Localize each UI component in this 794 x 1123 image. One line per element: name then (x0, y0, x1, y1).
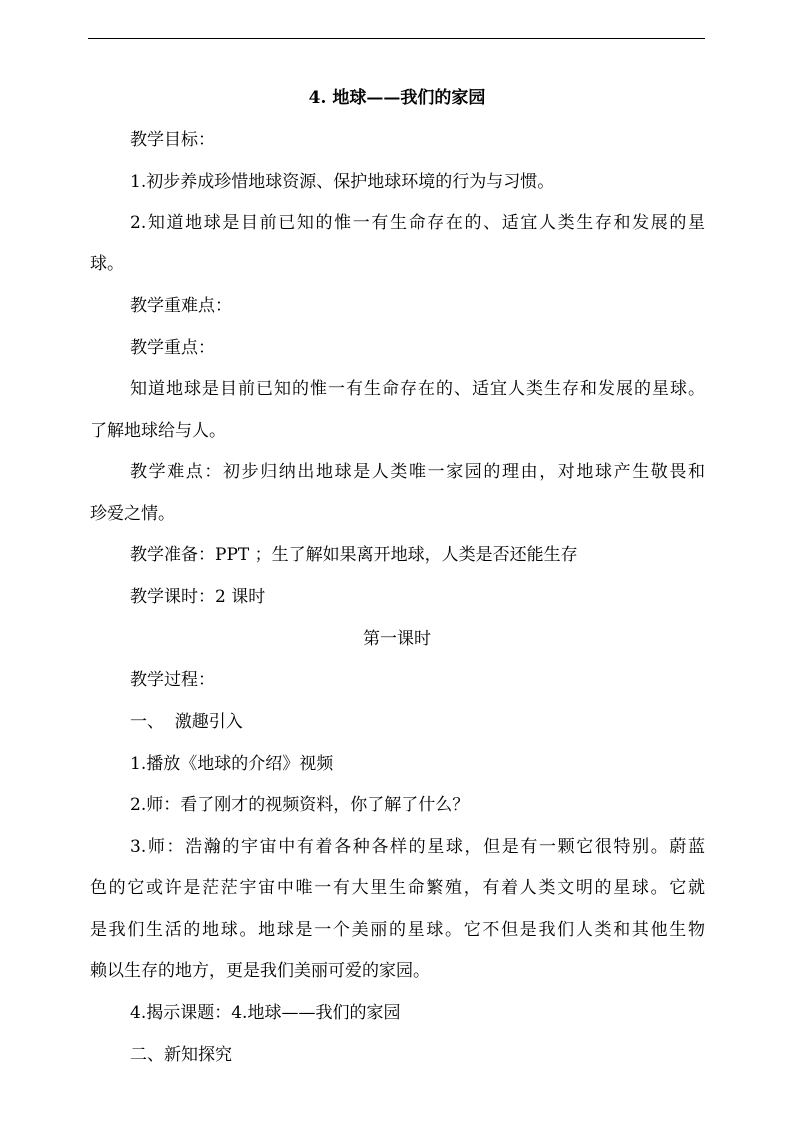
step-4: 4.揭示课题：4.地球——我们的家园 (130, 1003, 401, 1023)
objective-2-continued: 球。 (90, 254, 124, 274)
lesson-one-heading: 第一课时 (363, 629, 431, 649)
difficult-point-text: 教学难点：初步归纳出地球是人类唯一家园的理由，对地球产生敬畏和 (130, 462, 705, 482)
teaching-hours: 教学课时：2 课时 (130, 587, 266, 607)
part-one-heading: 一、 激趣引入 (130, 712, 243, 732)
key-point-text: 知道地球是目前已知的惟一有生命存在的、适宜人类生存和发展的星球。 (130, 379, 705, 399)
step-3-line-4: 赖以生存的地方，更是我们美丽可爱的家园。 (90, 961, 430, 981)
document-title: 4. 地球——我们的家园 (308, 88, 486, 108)
step-1: 1.播放《地球的介绍》视频 (130, 754, 334, 774)
key-point-continued: 了解地球给与人。 (90, 421, 226, 441)
teaching-process-heading: 教学过程： (130, 670, 215, 690)
step-2: 2.师：看了刚才的视频资料，你了解了什么？ (130, 795, 470, 815)
section-heading-key-difficult-points: 教学重难点： (130, 296, 232, 316)
objective-2: 2.知道地球是目前已知的惟一有生命存在的、适宜人类生存和发展的星 (130, 213, 705, 233)
part-two-heading: 二、新知探究 (130, 1045, 232, 1065)
header-rule (88, 38, 705, 39)
difficult-point-continued: 珍爱之情。 (90, 504, 175, 524)
section-heading-key-points: 教学重点： (130, 338, 215, 358)
step-3: 3.师：浩瀚的宇宙中有着各种各样的星球，但是有一颗它很特别。蔚蓝 (130, 837, 705, 857)
section-heading-objectives: 教学目标： (130, 130, 215, 150)
step-3-line-2: 色的它或许是茫茫宇宙中唯一有大里生命繁殖，有着人类文明的星球。它就 (90, 878, 705, 898)
step-3-line-3: 是我们生活的地球。地球是一个美丽的星球。它不但是我们人类和其他生物 (90, 920, 705, 940)
teaching-preparation: 教学准备：PPT ；生了解如果离开地球，人类是否还能生存 (130, 545, 578, 565)
objective-1: 1.初步养成珍惜地球资源、保护地球环境的行为与习惯。 (130, 172, 555, 192)
